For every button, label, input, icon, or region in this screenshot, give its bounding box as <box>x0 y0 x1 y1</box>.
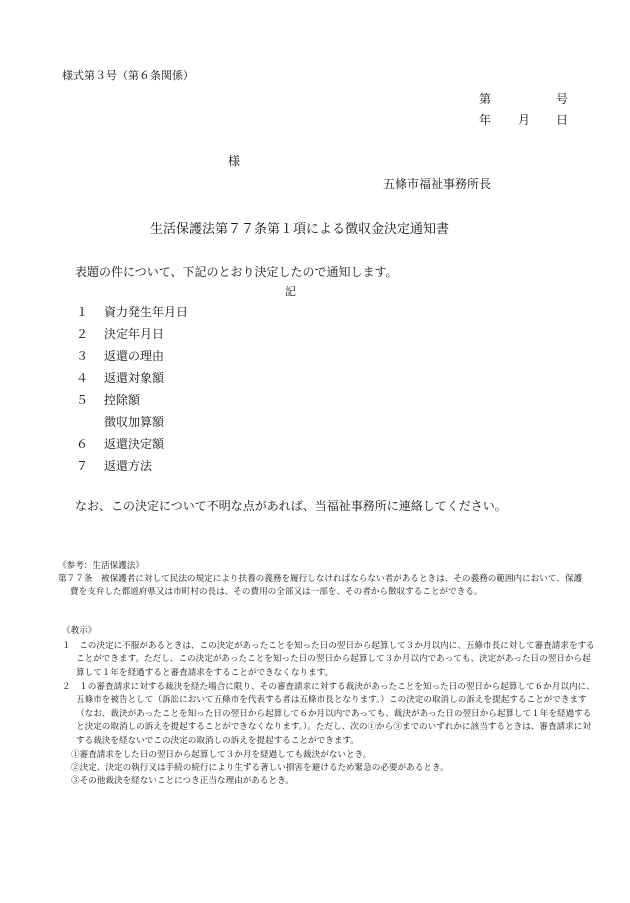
list-item <box>76 347 164 364</box>
list-item <box>76 303 188 320</box>
number-prefix: 第 <box>479 92 492 106</box>
document-title: 生活保護法第７７条第１項による徴収金決定通知書 <box>150 222 450 237</box>
item-label: 返還の理由 <box>104 349 165 363</box>
instruction-para-2: ２ １の審査請求に対する裁決を経た場合に限り、その審査請求に対する裁決があったことを知った日の翌日から起算して６か月以内に、五條市を被告として（訴訟において五條市を代表する者は五條市長となります。）この決定の取消しの訴えを提起することができます（なお、裁決があったことを知った日の翌日から起算して６か月以内であっても、裁決があった日の翌日から起算して１年を経過すると決定の取消しの訴えを提起することができなくなります。）。ただし、次の①から③までのいずれかに該当するときは、審査請求に対する裁決を経ないでこの決定の取消しの訴えを提起することができます。 <box>62 682 595 746</box>
instruction-sub-2: ②決定、決定の執行又は手続の続行により生ずる著しい損害を避けるため緊急の必要があるとき。 <box>71 763 449 773</box>
item-label: 返還決定額 <box>104 437 165 451</box>
list-item <box>76 457 152 474</box>
instruction-para-1: １ この決定に不服があるときは、この決定があったことを知った日の翌日から起算して３か月以内に、五條市長に対して審査請求をすることができます。ただし、この決定があったことを知った日の翌日から起算して３か月以内であっても、決定があった日の翌日から起算して１年を経過すると審査請求をすることができなくなります。 <box>62 641 595 678</box>
form-id: 様式第３号（第６条関係） <box>62 69 194 82</box>
item-number: ２ <box>76 327 89 341</box>
instruction-sub-1: ①審査請求をした日の翌日から起算して３か月を経過しても裁決がないとき。 <box>71 750 372 760</box>
date-month: 月 <box>518 113 531 127</box>
list-item <box>76 325 164 342</box>
list-item <box>76 413 164 430</box>
item-label: 決定年月日 <box>104 327 165 341</box>
intro-text: 表題の件について、下記のとおり決定したので通知します。 <box>75 265 398 279</box>
date-year: 年 <box>479 113 492 127</box>
list-item <box>76 435 164 452</box>
instruction-heading: 《教示》 <box>62 626 97 636</box>
item-number: ４ <box>76 371 89 385</box>
number-suffix: 号 <box>556 92 569 106</box>
item-label: 控除額 <box>104 393 141 407</box>
reference-text: 第７７条 被保護者に対して民法の規定により扶養の義務を履行しなければならない者があるときは、その義務の範囲内において、保護費を支弁した都道府県又は市町村の長は、その費用の全部又は一部を、その者から徴収することができる。 <box>58 574 583 598</box>
item-label: 徴収加算額 <box>104 415 165 429</box>
item-number: １ <box>76 305 89 319</box>
ki-marker: 記 <box>285 285 296 298</box>
item-label: 資力発生年月日 <box>104 305 189 319</box>
recipient-suffix: 様 <box>228 154 241 168</box>
item-number: ５ <box>76 393 89 407</box>
closing-text: なお、この決定について不明な点があれば、当福祉事務所に連絡してください。 <box>75 499 507 513</box>
list-item <box>76 369 164 386</box>
sender: 五條市福祉事務所長 <box>383 177 492 191</box>
list-item <box>76 391 140 408</box>
item-label: 返還対象額 <box>104 371 165 385</box>
item-number: ７ <box>76 459 89 473</box>
item-number: ３ <box>76 349 89 363</box>
item-number: ６ <box>76 437 89 451</box>
instruction-sub-3: ③その他裁決を経ないことにつき正当な理由があるとき。 <box>71 776 294 786</box>
item-label: 返還方法 <box>104 459 153 473</box>
date-day: 日 <box>556 113 569 127</box>
reference-heading: 《参考：生活保護法》 <box>58 561 144 571</box>
